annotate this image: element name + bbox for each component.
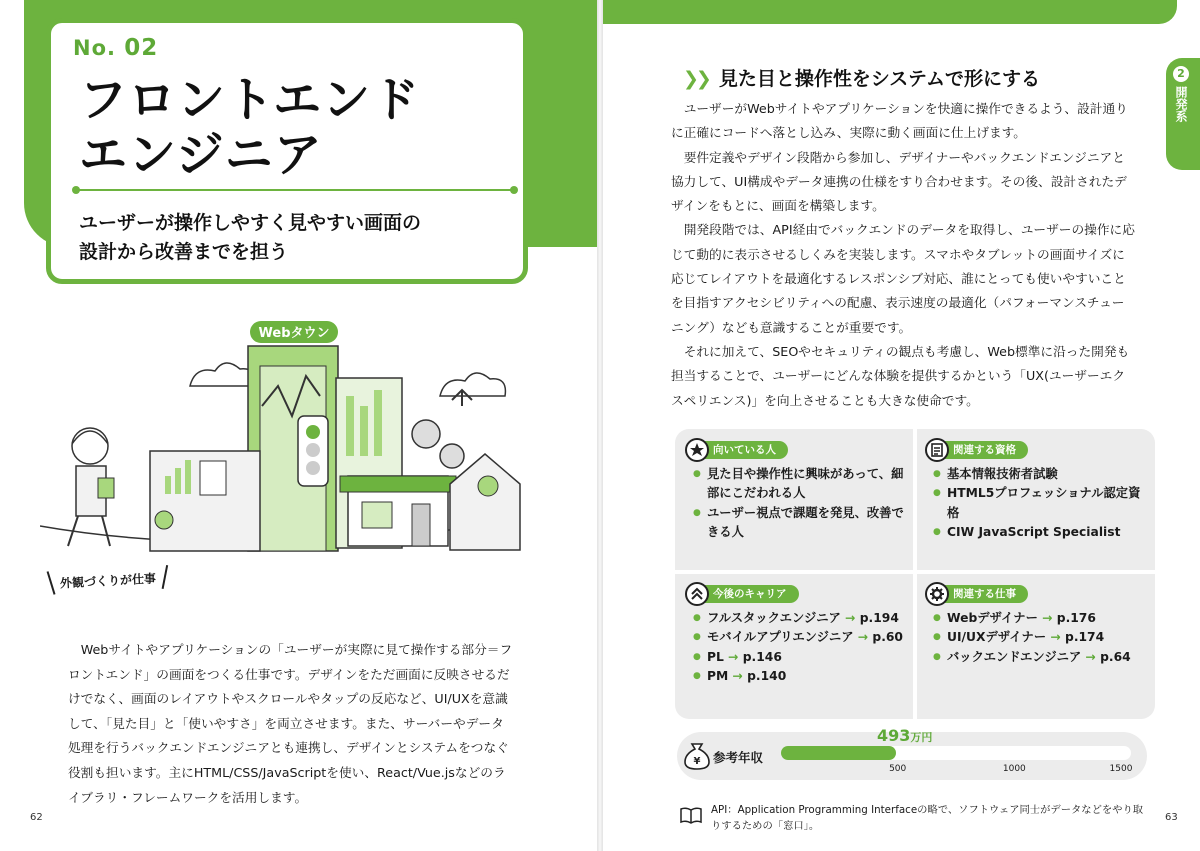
chapter-tab xyxy=(1166,58,1200,170)
gear-icon xyxy=(925,582,949,606)
salary-label: 参考年収 xyxy=(713,750,764,765)
suited-list xyxy=(693,465,907,542)
salary-tick-label: 500 xyxy=(889,764,907,774)
footnote-text: API：Application Programming Interfaceの略で、ソフトウェア同士がデータなどをやり取りするための「窓口」。 xyxy=(711,804,1144,832)
left-page xyxy=(0,0,597,851)
career-item: ● PM → p.140 xyxy=(693,667,903,686)
career-item: ● PL → p.146 xyxy=(693,648,903,667)
svg-text:¥: ¥ xyxy=(693,756,701,767)
subtitle-line-2: 設計から改善までを担う xyxy=(79,241,289,263)
salary-tick-label: 1000 xyxy=(1002,764,1026,774)
double-chevron-right-icon: ❯❯ xyxy=(683,68,709,90)
salary-fill xyxy=(781,746,896,760)
career-badge xyxy=(687,585,799,603)
footnote xyxy=(679,802,1149,836)
page-title xyxy=(79,73,420,183)
related-jobs-badge xyxy=(927,585,1028,603)
related-jobs-list xyxy=(933,609,1131,667)
body-paragraph: それに加えて、SEOやセキュリティの観点も考慮し、Web標準に沿った開発も担当することで、ユーザーにどんな体験を提供するかという「UX(ユーザーエクスペリエンス)」を向上させることも大きな使命です。 xyxy=(671,343,1130,408)
list-item: ● CIW JavaScript Specialist xyxy=(933,523,1147,542)
page-number-left: 62 xyxy=(30,812,43,823)
subtitle xyxy=(79,209,421,267)
title-line-2: エンジニア xyxy=(79,127,323,183)
body-paragraph: ユーザーがWebサイトやアプリケーションを快適に操作できるよう、設計通りに正確にコードへ落とし込み、実際に動く画面に仕上げます。 xyxy=(671,101,1128,141)
suited-box xyxy=(687,441,907,566)
divider-dot xyxy=(72,186,80,194)
section-heading xyxy=(683,64,1040,91)
title-card xyxy=(46,18,528,284)
issue-prefix: No. xyxy=(73,36,116,60)
suited-label: 向いている人 xyxy=(713,444,776,456)
career-list xyxy=(693,609,903,686)
list-item: ● ユーザー視点で課題を発見、改善できる人 xyxy=(693,504,907,543)
book-icon xyxy=(679,806,703,824)
section-body xyxy=(671,97,1137,413)
grid-divider xyxy=(675,570,1155,574)
intro-paragraph: Webサイトやアプリケーションの「ユーザーが実際に見て操作する部分＝フロントエンド」の画面をつくる仕事です。デザインをただ画面に反映させるだけでなく、画面のレイアウトやスクロールやタップの反応など、UI/UXを意識して、「見た目」と「使いやすさ」を両立させます。また、サーバーやデータ処理を行うバックエンドエンジニアとも連携し、デザインとシステムをつなぐ役割も担います。主にHTML/CSS/JavaScriptを使い、React/Vue.jsなどのライブラリ・フレームワークを活用します。 xyxy=(68,642,513,805)
salary-track xyxy=(781,746,1131,760)
qualifications-list xyxy=(933,465,1147,542)
salary-value: 493万円 xyxy=(877,726,933,745)
related-jobs-box xyxy=(927,585,1147,710)
chapter-label: 開発系 xyxy=(1174,86,1188,122)
career-item: ● モバイルアプリエンジニア → p.60 xyxy=(693,628,903,647)
salary-bar xyxy=(677,726,1147,780)
suited-badge xyxy=(687,441,788,459)
related-job-item: ● UI/UXデザイナー → p.174 xyxy=(933,628,1131,647)
salary-tick-label: 1500 xyxy=(1109,764,1133,774)
career-item: ● フルスタックエンジニア → p.194 xyxy=(693,609,903,628)
top-strip xyxy=(603,0,1177,24)
document-icon xyxy=(925,438,949,462)
title-line-1: フロントエンド xyxy=(79,72,421,128)
divider-dot xyxy=(510,186,518,194)
list-item: ● 基本情報技術者試験 xyxy=(933,465,1147,484)
money-bag-icon xyxy=(683,740,711,770)
illustration-caption: 外観づくりが仕事 xyxy=(51,565,164,596)
illustration-sign: Webタウン xyxy=(258,326,330,341)
related-job-item: ● バックエンドエンジニア → p.64 xyxy=(933,648,1131,667)
chapter-number: 2 xyxy=(1173,66,1189,82)
grid-divider xyxy=(913,429,917,719)
related-jobs-label: 関連する仕事 xyxy=(953,588,1016,600)
info-grid xyxy=(675,429,1155,719)
issue-number xyxy=(73,35,158,61)
qualifications-label: 関連する資格 xyxy=(953,444,1016,456)
qualifications-box xyxy=(927,441,1147,566)
star-icon xyxy=(685,438,709,462)
double-chevron-up-icon xyxy=(685,582,709,606)
body-paragraph: 要件定義やデザイン段階から参加し、デザイナーやバックエンドエンジニアと協力して、UI構成やデータ連携の仕様をすり合わせます。その後、設計されたデザインをもとに、画面を構築します。 xyxy=(671,149,1127,214)
related-job-item: ● Webデザイナー → p.176 xyxy=(933,609,1131,628)
title-divider xyxy=(75,189,515,191)
body-paragraph: 開発段階では、API経由でバックエンドのデータを取得し、ユーザーの操作に応じて動的に表示させるしくみを実装します。スマホやタブレットの画面サイズに応じてレイアウトを最適化するレスポンシブ対応、誰にとっても使いやすいことを目指すアクセシビリティへの配慮、表示速度の最適化（パフォーマンスチューニング）なども意識することが重要です。 xyxy=(671,222,1135,335)
page-number-right: 63 xyxy=(1165,812,1178,823)
career-label: 今後のキャリア xyxy=(713,588,787,600)
career-box xyxy=(687,585,907,710)
list-item: ● HTML5プロフェッショナル認定資格 xyxy=(933,484,1147,523)
qualifications-badge xyxy=(927,441,1028,459)
subtitle-line-1: ユーザーが操作しやすく見やすい画面の xyxy=(79,212,422,234)
section-title: 見た目と操作性をシステムで形にする xyxy=(718,68,1040,90)
issue-digits: 02 xyxy=(124,35,159,61)
right-page xyxy=(603,0,1200,851)
list-item: ● 見た目や操作性に興味があって、細部にこだわれる人 xyxy=(693,465,907,504)
intro-text xyxy=(68,638,516,810)
